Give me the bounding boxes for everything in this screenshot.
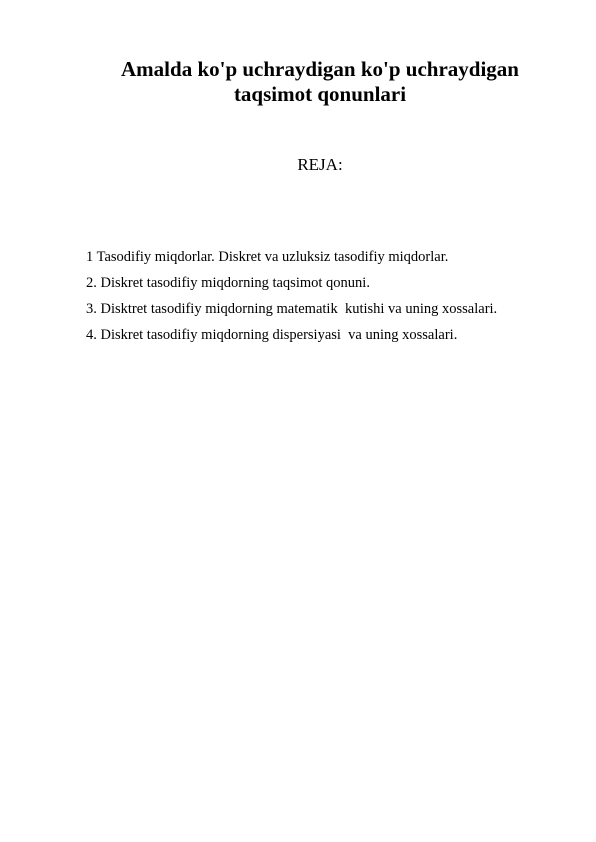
plan-item: 3. Disktret tasodifiy miqdorning matematik kutishi va uning xossalari. bbox=[86, 301, 498, 317]
document-title-line-1: Amalda ko'p uchraydigan ko'p uchraydigan bbox=[121, 57, 519, 81]
plan-item: 4. Diskret tasodifiy miqdorning dispersiyasi va uning xossalari. bbox=[86, 327, 458, 343]
document-title bbox=[60, 57, 580, 107]
plan-item: 1 Tasodifiy miqdorlar. Diskret va uzluksiz tasodifiy miqdorlar. bbox=[86, 249, 449, 265]
document-title-line-2: taqsimot qonunlari bbox=[233, 82, 407, 106]
plan-heading: REJA: bbox=[297, 155, 343, 174]
plan-list bbox=[86, 247, 586, 351]
plan-item: 2. Diskret tasodifiy miqdorning taqsimot qonuni. bbox=[86, 275, 370, 291]
